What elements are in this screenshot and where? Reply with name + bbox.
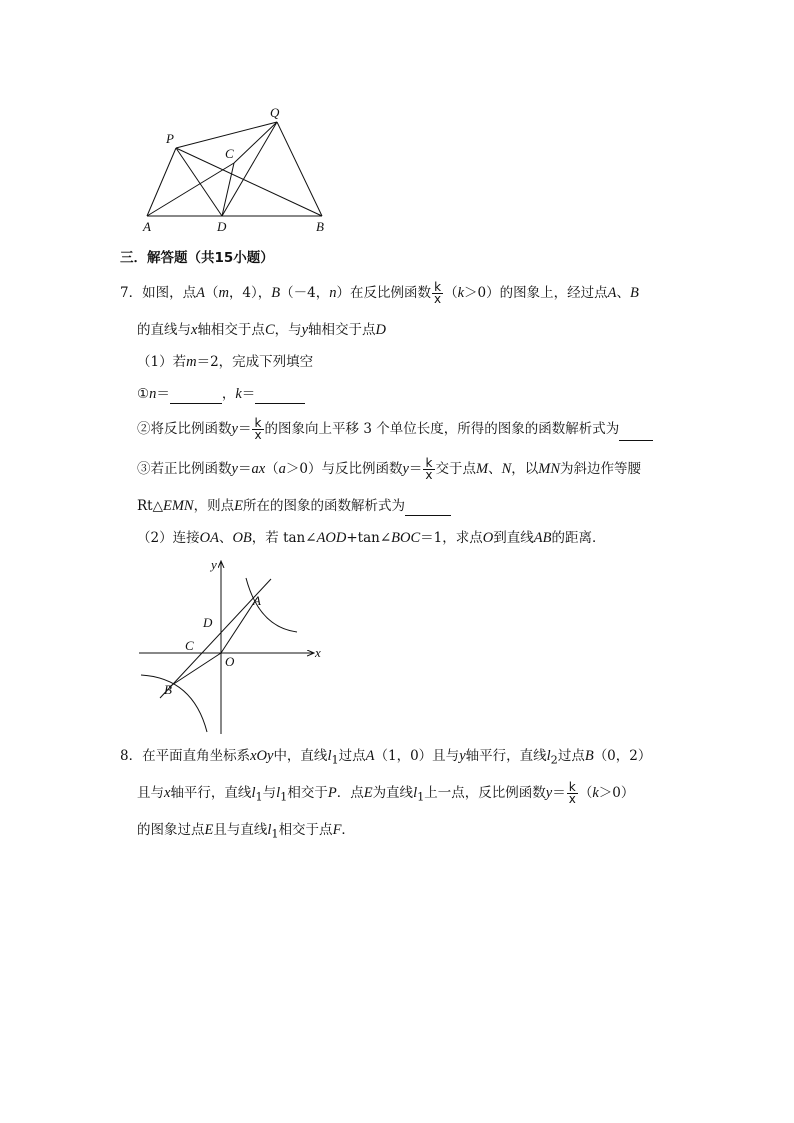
q7-line-6: ③若正比例函数y＝ax（a＞0）与反比例函数y＝ $\frac{k}{x}$ 交于点M、N，以MN为斜边作等腰 [137, 456, 642, 482]
fraction-k-over-x: $\frac{k}{x}$ [425, 456, 433, 482]
q8-line-3: 的图象过点E且与直线$l_1$相交于点F． [137, 822, 355, 841]
quadrilateral-svg [130, 100, 340, 235]
fraction-k-over-x: $\frac{k}{x}$ [254, 416, 262, 442]
label-B: B [316, 219, 324, 234]
blank-shifted-function[interactable] [619, 426, 653, 441]
q7-line-5: ②将反比例函数y＝ $\frac{k}{x}$ 的图象向上平移 3 个单位长度，所得的图象的函数解析式为 [137, 418, 653, 441]
label-C: C [225, 146, 234, 161]
q7-line-4: ①n＝ ，k＝ [137, 384, 305, 404]
coordinate-plane-svg [135, 556, 335, 741]
q7-line-3: （1）若m＝2，完成下列填空 [137, 354, 314, 370]
q8-line-1: 8．在平面直角坐标系xOy中，直线$l_1$过点A（1，0）且与y轴平行，直线$l_2$过点B（0，2） [120, 748, 652, 767]
q7-line-1: 7．如图，点A（m，4），B（－4，n）在反比例函数 $\frac{k}{x}$ （k＞0）的图象上，经过点A、B [120, 280, 639, 306]
label-A: A [143, 219, 151, 234]
q7-line-8: （2）连接OA、OB，若 tan∠AOD+tan∠BOC＝1，求点O到直线AB的距离． [137, 530, 606, 546]
section-title: 三．解答题（共15小题） [120, 250, 274, 266]
blank-n[interactable] [170, 389, 222, 404]
fraction-k-over-x: $\frac{k}{x}$ [568, 780, 576, 806]
segment-ob [169, 653, 221, 687]
hyperbola-branch-third-quadrant [141, 675, 207, 732]
label-O: O [225, 654, 235, 669]
label-A: A [253, 593, 261, 608]
blank-e-function[interactable] [405, 501, 451, 516]
label-D: D [217, 219, 227, 234]
label-Q: Q [270, 105, 280, 120]
blank-k[interactable] [255, 389, 305, 404]
q8-line-2: 且与x轴平行，直线$l_1$与$l_1$相交于P．点E为直线$l_1$上一点，反比例函数y＝ $\frac{k}{x}$ （k＞0） [137, 780, 635, 806]
q7-line-2: 的直线与x轴相交于点C，与y轴相交于点D [137, 322, 387, 338]
figure-coordinate-plane [135, 556, 335, 741]
label-B: B [164, 682, 172, 697]
label-P: P [166, 131, 174, 146]
fraction-k-over-x: $\frac{k}{x}$ [433, 280, 442, 306]
figure-quadrilateral [130, 100, 340, 235]
label-y: y [211, 557, 217, 572]
label-x: x [315, 645, 321, 660]
segment-oa [221, 598, 257, 653]
label-C: C [185, 638, 194, 653]
label-D: D [203, 615, 213, 630]
q7-line-7: Rt△EMN，则点E所在的图象的函数解析式为 [137, 496, 451, 516]
